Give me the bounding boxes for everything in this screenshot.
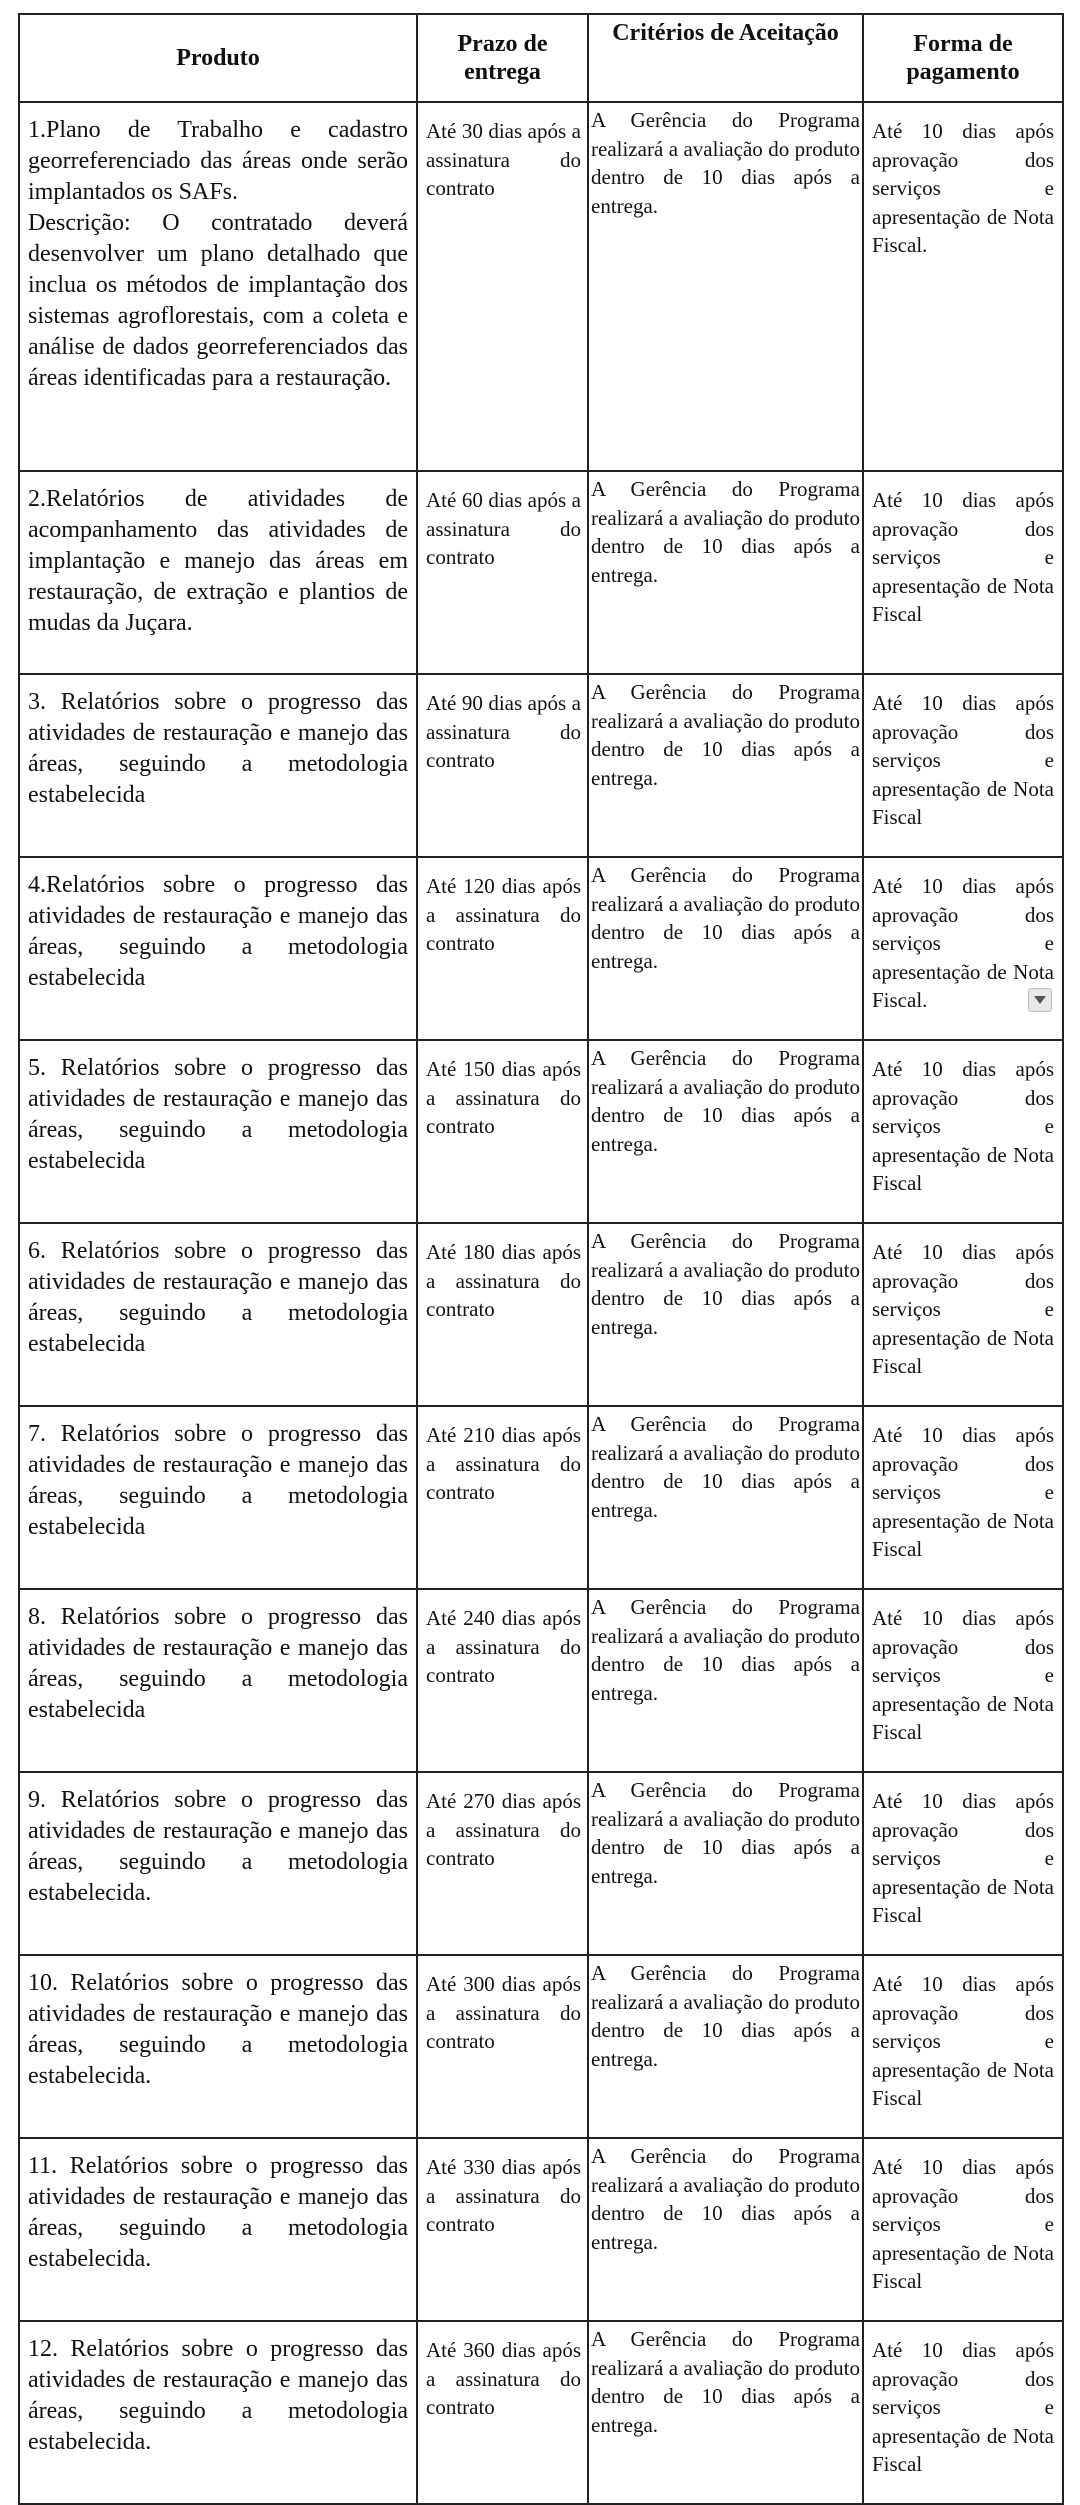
pagamento-cell: Até 10 dias após aprovação dos serviços e apresentação de Nota Fiscal	[863, 1223, 1063, 1406]
pagamento-cell: Até 10 dias após aprovação dos serviços e apresentação de Nota Fiscal	[863, 2138, 1063, 2321]
criterio-cell: A Gerência do Programa realizará a avaliação do produto dentro de 10 dias após a entrega.	[588, 674, 863, 857]
prazo-cell: Até 330 dias após a assinatura do contrato	[417, 2138, 588, 2321]
header-produto: Produto	[19, 14, 417, 102]
criterio-cell: A Gerência do Programa realizará a avaliação do produto dentro de 10 dias após a entrega.	[588, 1955, 863, 2138]
produto-cell: 3. Relatórios sobre o progresso das atividades de restauração e manejo das áreas, seguindo a metodologia estabelecida	[19, 674, 417, 857]
produto-title: 1.Plano de Trabalho e cadastro georreferenciado das áreas onde serão implantados os SAFs.	[28, 117, 408, 205]
criterio-cell: A Gerência do Programa realizará a avaliação do produto dentro de 10 dias após a entrega.	[588, 471, 863, 674]
header-pagamento: Forma de pagamento	[863, 14, 1063, 102]
table-row	[19, 471, 1063, 674]
prazo-cell: Até 60 dias após a assinatura do contrato	[417, 471, 588, 674]
pagamento-cell: Até 10 dias após aprovação dos serviços e apresentação de Nota Fiscal	[863, 674, 1063, 857]
pagamento-cell: Até 10 dias após aprovação dos serviços e apresentação de Nota Fiscal	[863, 471, 1063, 674]
table-row	[19, 1406, 1063, 1589]
header-criterios: Critérios de Aceitação	[588, 14, 863, 102]
pagamento-cell: Até 10 dias após aprovação dos serviços e apresentação de Nota Fiscal	[863, 2321, 1063, 2504]
pagamento-cell: Até 10 dias após aprovação dos serviços e apresentação de Nota Fiscal	[863, 1040, 1063, 1223]
produto-cell: 11. Relatórios sobre o progresso das atividades de restauração e manejo das áreas, seguindo a metodologia estabelecida.	[19, 2138, 417, 2321]
produto-descricao: Descrição: O contratado deverá desenvolver um plano detalhado que inclua os métodos de implantação dos sistemas agroflorestais, com a coleta e análise de dados georreferenciados das áreas identificadas para a restauração.	[28, 210, 408, 391]
pagamento-cell: Até 10 dias após aprovação dos serviços e apresentação de Nota Fiscal	[863, 1589, 1063, 1772]
produto-cell: 4.Relatórios sobre o progresso das atividades de restauração e manejo das áreas, seguindo a metodologia estabelecida	[19, 857, 417, 1040]
criterio-cell: A Gerência do Programa realizará a avaliação do produto dentro de 10 dias após a entrega.	[588, 1040, 863, 1223]
criterio-cell: A Gerência do Programa realizará a avaliação do produto dentro de 10 dias após a entrega.	[588, 1223, 863, 1406]
deliverables-table	[18, 13, 1064, 2505]
prazo-cell: Até 90 dias após a assinatura do contrato	[417, 674, 588, 857]
table-row	[19, 2321, 1063, 2504]
prazo-cell: Até 30 dias após a assinatura do contrato	[417, 102, 588, 471]
produto-cell: 9. Relatórios sobre o progresso das atividades de restauração e manejo das áreas, seguindo a metodologia estabelecida.	[19, 1772, 417, 1955]
prazo-cell: Até 240 dias após a assinatura do contrato	[417, 1589, 588, 1772]
produto-cell	[19, 102, 417, 471]
pagamento-cell: Até 10 dias após aprovação dos serviços e apresentação de Nota Fiscal.	[863, 857, 1063, 1040]
pagamento-cell: Até 10 dias após aprovação dos serviços e apresentação de Nota Fiscal	[863, 1772, 1063, 1955]
criterio-cell: A Gerência do Programa realizará a avaliação do produto dentro de 10 dias após a entrega.	[588, 1406, 863, 1589]
table-row	[19, 1223, 1063, 1406]
table-row	[19, 857, 1063, 1040]
produto-cell: 2.Relatórios de atividades de acompanhamento das atividades de implantação e manejo das áreas em restauração, de extração e plantios de mudas da Juçara.	[19, 471, 417, 674]
table-row	[19, 1040, 1063, 1223]
produto-cell: 8. Relatórios sobre o progresso das atividades de restauração e manejo das áreas, seguindo a metodologia estabelecida	[19, 1589, 417, 1772]
table-row	[19, 674, 1063, 857]
header-row	[19, 14, 1063, 102]
table-row	[19, 1772, 1063, 1955]
pagamento-cell: Até 10 dias após aprovação dos serviços e apresentação de Nota Fiscal	[863, 1955, 1063, 2138]
prazo-cell: Até 180 dias após a assinatura do contrato	[417, 1223, 588, 1406]
prazo-cell: Até 360 dias após a assinatura do contrato	[417, 2321, 588, 2504]
table-row	[19, 102, 1063, 471]
pagamento-cell: Até 10 dias após aprovação dos serviços e apresentação de Nota Fiscal.	[863, 102, 1063, 471]
produto-cell: 12. Relatórios sobre o progresso das atividades de restauração e manejo das áreas, seguindo a metodologia estabelecida.	[19, 2321, 417, 2504]
criterio-cell: A Gerência do Programa realizará a avaliação do produto dentro de 10 dias após a entrega.	[588, 857, 863, 1040]
prazo-cell: Até 270 dias após a assinatura do contrato	[417, 1772, 588, 1955]
prazo-cell: Até 150 dias após a assinatura do contrato	[417, 1040, 588, 1223]
criterio-cell: A Gerência do Programa realizará a avaliação do produto dentro de 10 dias após a entrega.	[588, 102, 863, 471]
criterio-cell: A Gerência do Programa realizará a avaliação do produto dentro de 10 dias após a entrega.	[588, 1589, 863, 1772]
prazo-cell: Até 300 dias após a assinatura do contrato	[417, 1955, 588, 2138]
table-row	[19, 2138, 1063, 2321]
dropdown-marker-icon[interactable]	[1028, 988, 1052, 1012]
prazo-cell: Até 210 dias após a assinatura do contrato	[417, 1406, 588, 1589]
criterio-cell: A Gerência do Programa realizará a avaliação do produto dentro de 10 dias após a entrega.	[588, 2138, 863, 2321]
criterio-cell: A Gerência do Programa realizará a avaliação do produto dentro de 10 dias após a entrega.	[588, 2321, 863, 2504]
produto-cell: 6. Relatórios sobre o progresso das atividades de restauração e manejo das áreas, seguindo a metodologia estabelecida	[19, 1223, 417, 1406]
table-row	[19, 1955, 1063, 2138]
criterio-cell: A Gerência do Programa realizará a avaliação do produto dentro de 10 dias após a entrega.	[588, 1772, 863, 1955]
produto-cell: 7. Relatórios sobre o progresso das atividades de restauração e manejo das áreas, seguindo a metodologia estabelecida	[19, 1406, 417, 1589]
header-prazo: Prazo de entrega	[417, 14, 588, 102]
produto-cell: 5. Relatórios sobre o progresso das atividades de restauração e manejo das áreas, seguindo a metodologia estabelecida	[19, 1040, 417, 1223]
prazo-cell: Até 120 dias após a assinatura do contrato	[417, 857, 588, 1040]
produto-cell: 10. Relatórios sobre o progresso das atividades de restauração e manejo das áreas, seguindo a metodologia estabelecida.	[19, 1955, 417, 2138]
table-row	[19, 1589, 1063, 1772]
pagamento-cell: Até 10 dias após aprovação dos serviços e apresentação de Nota Fiscal	[863, 1406, 1063, 1589]
